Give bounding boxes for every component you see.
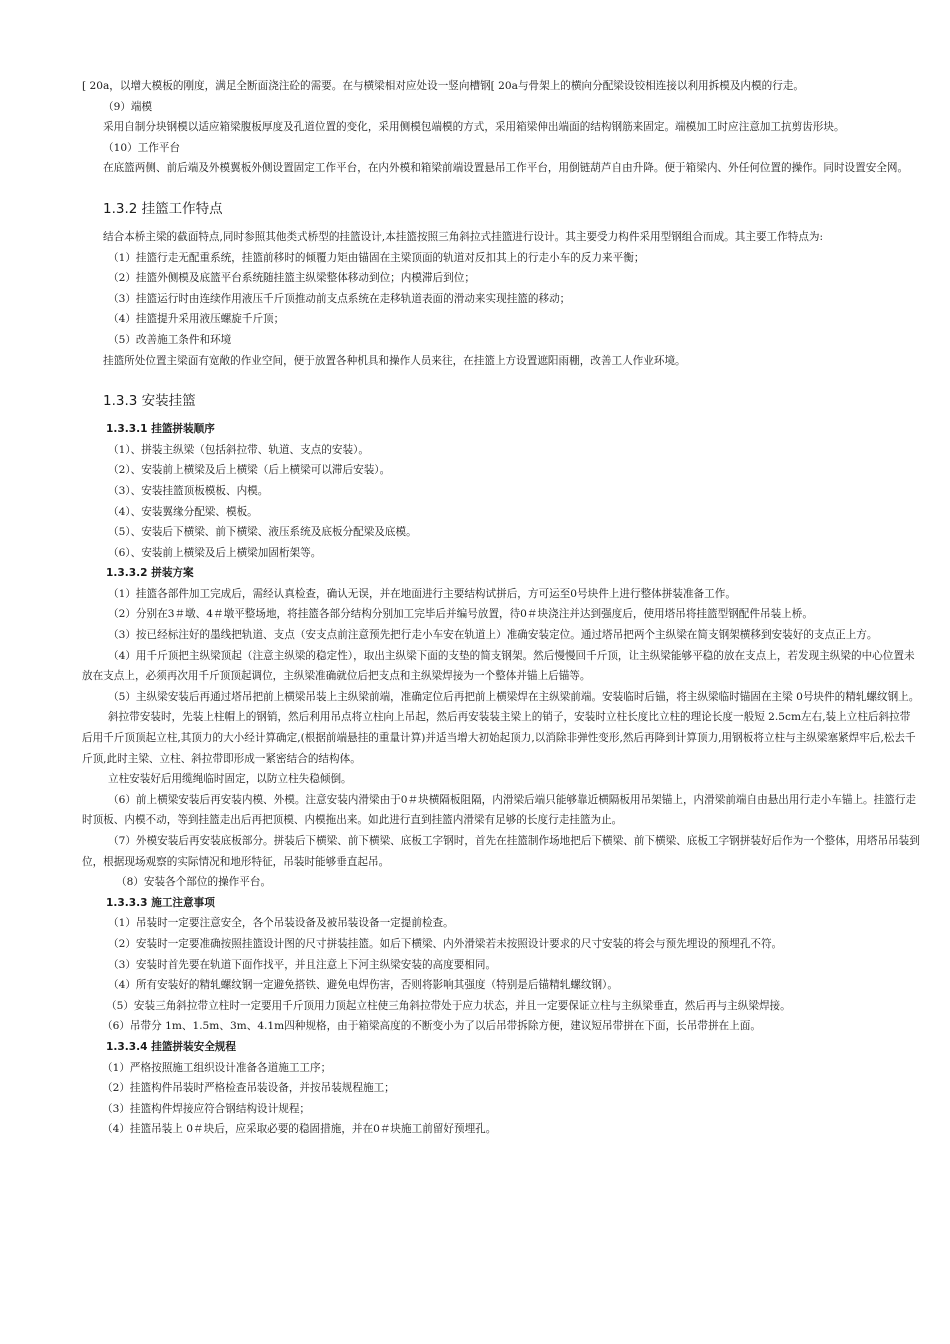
paragraph: 在底篮两侧、前后端及外模翼板外侧设置固定工作平台，在内外模和箱梁前端设置悬吊工作平台，用倒链葫芦自由升降。便于箱梁内、外任何位置的操作。同时设置安全网。 (103, 162, 909, 175)
list-item: （3）挂篮构件焊接应符合钢结构设计规程； (102, 1102, 311, 1115)
paragraph: [ 20a，以增大模板的刚度，满足全断面浇注砼的需要。在与横梁相对应处设一竖向槽钢[ 20a与骨架上的横向分配梁设铰相连接以利用拆模及内模的行走。 (82, 80, 804, 92)
list-item: （2）、安装前上横梁及后上横梁（后上横梁可以滞后安装）。 (108, 464, 391, 477)
section-title-1-3-2: 1.3.2 挂篮工作特点 (103, 200, 223, 217)
document-page (82, 76, 920, 1140)
paragraph: 采用自制分块钢模以适应箱梁腹板厚度及孔道位置的变化，采用侧模包端模的方式，采用箱梁伸出端面的结构钢筋来固定。端模加工时应注意加工抗剪齿形块。 (103, 121, 845, 134)
item-heading: （9）端模 (103, 100, 153, 113)
list-item: （2）挂篮外侧模及底篮平台系统随挂篮主纵梁整体移动到位；内模滞后到位； (108, 272, 475, 285)
list-item: （3）安装时首先要在轨道下面作找平，并且注意上下河主纵梁安装的高度要相同。 (108, 958, 497, 971)
list-item: （1）吊装时一定要注意安全，各个吊装设备及被吊装设备一定提前检查。 (108, 917, 454, 930)
list-item: （1）挂篮行走无配重系统，挂篮前移时的倾覆力矩由锚固在主梁顶面的轨道对反扣其上的行走小车的反力来平衡； (108, 251, 645, 264)
section-title-1-3-3: 1.3.3 安装挂篮 (103, 393, 196, 410)
paragraph: 立柱安装好后用缆绳临时固定，以防立柱失稳倾倒。 (108, 773, 352, 786)
paragraph: （7）外模安装后再安装底板部分。拼装后下横梁、前下横梁、底板工字钢时，首先在挂篮制作场地把后下横梁、前下横梁、底板工字钢拼装好后作为一个整体，用塔吊吊装到位，根据现场观察的实际情况和地形特征，吊装时能够垂直起吊。 (82, 835, 920, 868)
subsection-title: 1.3.3.2 拼装方案 (106, 567, 194, 580)
list-item: （4）所有安装好的精轧螺纹钢一定避免搭铁、避免电焊伤害，否则将影响其强度（特别是后锚精轧螺纹钢）。 (108, 979, 618, 992)
paragraph: 挂篮所处位置主梁面有宽敞的作业空间，便于放置各种机具和操作人员来往，在挂篮上方设置遮阳雨棚，改善工人作业环境。 (103, 354, 686, 367)
paragraph: （6）前上横梁安装后再安装内模、外模。注意安装内滑梁由于0＃块横隔板阻隔，内滑梁后端只能够靠近横隔板用吊架锚上，内滑梁前端自由悬出用行走小车锚上。挂篮行走时顶板、内模不动，等到挂篮走出后再把顶模、内模拖出来。如此进行直到挂篮内滑梁有足够的长度行走挂篮为止。 (82, 793, 917, 827)
subsection-title: 1.3.3.4 挂篮拼装安全规程 (106, 1040, 236, 1053)
subsection-title: 1.3.3.3 施工注意事项 (106, 896, 215, 909)
subsection-title: 1.3.3.1 挂篮拼装顺序 (106, 423, 215, 436)
paragraph: 斜拉带安装时，先装上柱帽上的钢销，然后利用吊点将立柱向上吊起，然后再安装装主梁上的销子，安装时立柱长度比立柱的理论长度一般短 2.5cm左右,装上立柱后斜拉带后用千斤顶顶起立柱,其顶力的大小经计算确定,(根据前端悬挂的重量计算)并适当增大初始起顶力,以消除非弹性变形,然后再降到计算顶力,用钢板将立柱与主纵梁塞紧焊牢后,松去千斤顶,此时主梁、立柱、斜拉带即形成一紧密结合的结构体。 (82, 711, 916, 765)
paragraph: 结合本桥主梁的截面特点,同时参照其他类式桥型的挂篮设计,本挂篮按照三角斜拉式挂篮进行设计。其主要受力构件采用型钢组合而成。其主要工作特点为: (103, 230, 824, 243)
list-item: （4）、安装翼缘分配梁、模板。 (108, 505, 258, 518)
list-item: （6）、安装前上横梁及后上横梁加固桁架等。 (108, 546, 322, 559)
paragraph: （5）主纵梁安装后再通过塔吊把前上横梁吊装上主纵梁前端，准确定位后再把前上横梁焊在主纵梁前端。安装临时后锚，将主纵梁临时锚固在主梁 0号块件的精轧螺纹钢上。 (108, 690, 920, 703)
list-item: （4）挂篮吊装上 0＃块后，应采取必要的稳固措施，并在0＃块施工前留好预埋孔。 (102, 1123, 497, 1136)
list-item: （1）严格按照施工组织设计准备各道施工工序； (102, 1061, 332, 1074)
paragraph: （4）用千斤顶把主纵梁顶起（注意主纵梁的稳定性），取出主纵梁下面的支垫的简支钢架。然后慢慢回千斤顶，让主纵梁能够平稳的放在支点上，若发现主纵梁的中心位置未放在支点上，必须再次用千斤顶顶起调位，主纵梁准确就位后把支点和主纵梁焊接为一个整体并锚上后锚等。 (82, 649, 915, 683)
list-item: （5）、安装后下横梁、前下横梁、液压系统及底板分配梁及底模。 (108, 526, 417, 539)
list-item: （3）挂篮运行时由连续作用液压千斤顶推动前支点系统在走移轨道表面的滑动来实现挂篮的移动； (108, 292, 571, 305)
list-item: （3）、安装挂篮顶板模板、内模。 (108, 484, 269, 497)
paragraph: （2）分别在3＃墩、4＃墩平整场地，将挂篮各部分结构分别加工完毕后并编号放置，待0＃块浇注并达到强度后，使用塔吊将挂篮型钢配件吊装上桥。 (108, 608, 813, 621)
paragraph: （8）安装各个部位的操作平台。 (116, 876, 272, 889)
list-item: （4）挂篮提升采用液压螺旋千斤顶； (108, 313, 285, 326)
list-item: （2）安装时一定要准确按照挂篮设计图的尺寸拼装挂篮。如后下横梁、内外滑梁若未按照设计要求的尺寸安装的将会与预先埋设的预埋孔不符。 (108, 937, 783, 950)
paragraph: （1）挂篮各部件加工完成后，需经认真检查，确认无误，并在地面进行主要结构试拼后，方可运至0号块件上进行整体拼装准备工作。 (108, 587, 736, 600)
list-item: （1）、拼装主纵梁（包括斜拉带、轨道、支点的安装）。 (108, 443, 369, 456)
paragraph: （3）按已经标注好的墨线把轨道、支点（安支点前注意预先把行走小车安在轨道上）准确安装定位。通过塔吊把两个主纵梁在简支钢架横移到安装好的支点正上方。 (108, 629, 878, 642)
item-heading: （10）工作平台 (103, 141, 181, 154)
list-item: （6）吊带分 1m、1.5m、3m、4.1m四种规格，由于箱梁高度的不断变小为了以后吊带拆除方便，建议短吊带拼在下面，长吊带拼在上面。 (102, 1020, 761, 1033)
list-item: （5）改善施工条件和环境 (108, 333, 232, 346)
list-item: （5）安装三角斜拉带立柱时一定要用千斤顶用力顶起立柱使三角斜拉带处于应力状态，并且一定要保证立柱与主纵梁垂直，然后再与主纵梁焊接。 (106, 999, 791, 1012)
list-item: （2）挂篮构件吊装时严格检查吊装设备，并按吊装规程施工； (102, 1082, 395, 1095)
